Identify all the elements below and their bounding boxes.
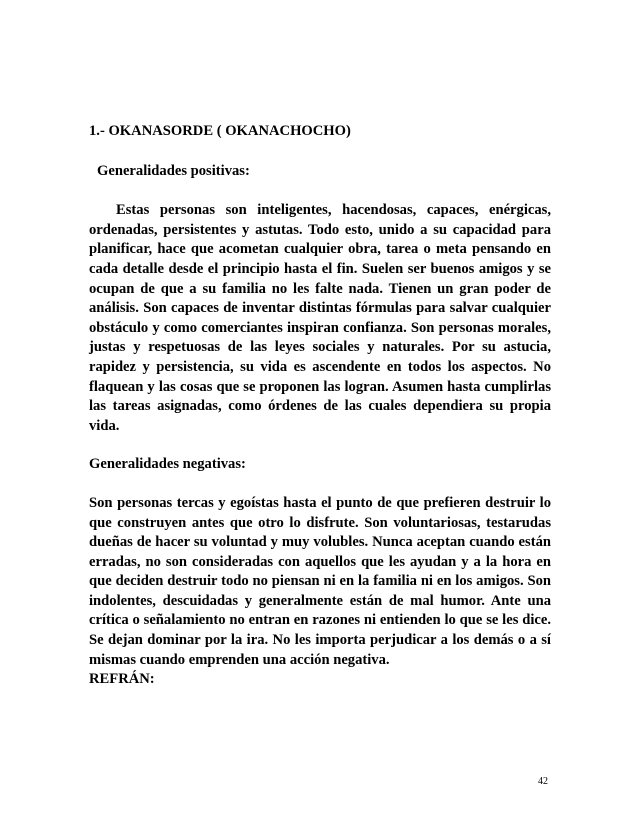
page-number: 42	[538, 776, 548, 787]
spacer	[89, 181, 551, 201]
spacer	[89, 436, 551, 455]
positive-heading-wrapper	[89, 162, 551, 182]
page-content	[89, 122, 551, 690]
spacer	[89, 475, 551, 494]
positive-paragraph: Estas personas son inteligentes, hacendosas, capaces, enérgicas, ordenadas, persistentes y astutas. Todo esto, unido a su capacidad para planificar, hace que acometan cualquier obra, tarea o meta pensando en cada detalle desde el principio hasta el fin. Suelen ser buenos amigos y se ocupan de que a su familia no les falte nada. Tienen un gran poder de análisis. Son capaces de inventar distintas fórmulas para salvar cualquier obstáculo y como comerciantes inspiran confianza. Son personas morales, justas y respetuosas de las leyes sociales y naturales. Por su astucia, rapidez y persistencia, su vida es ascendente en todos los aspectos. No flaquean y las cosas que se proponen las logran. Asumen hasta cumplirlas las tareas asignadas, como órdenes de las cuales dependiera su propia vida.	[89, 202, 551, 434]
refran-label: REFRÁN:	[89, 671, 155, 688]
negative-heading: Generalidades negativas:	[89, 456, 246, 473]
negative-paragraph: Son personas tercas y egoístas hasta el punto de que prefieren destruir lo que construyen antes que otro lo disfrute. Son voluntariosas, testarudas dueñas de hacer su voluntad y muy volubles. Nunca aceptan cuando están erradas, no son consideradas con aquellos que les ayudan y a la hora en que deciden destruir todo no piensan ni en la familia ni en los amigos. Son indolentes, descuidadas y generalmente están de mal humor. Ante una crítica o señalamiento no entran en razones ni entienden lo que se les dice. Se dejan dominar por la ira. No les importa perjudicar a los demás o a sí mismas cuando emprenden una acción negativa.	[89, 494, 551, 668]
section-heading: 1.- OKANASORDE ( OKANACHOCHO)	[89, 123, 351, 139]
positive-heading: Generalidades positivas:	[97, 162, 250, 179]
